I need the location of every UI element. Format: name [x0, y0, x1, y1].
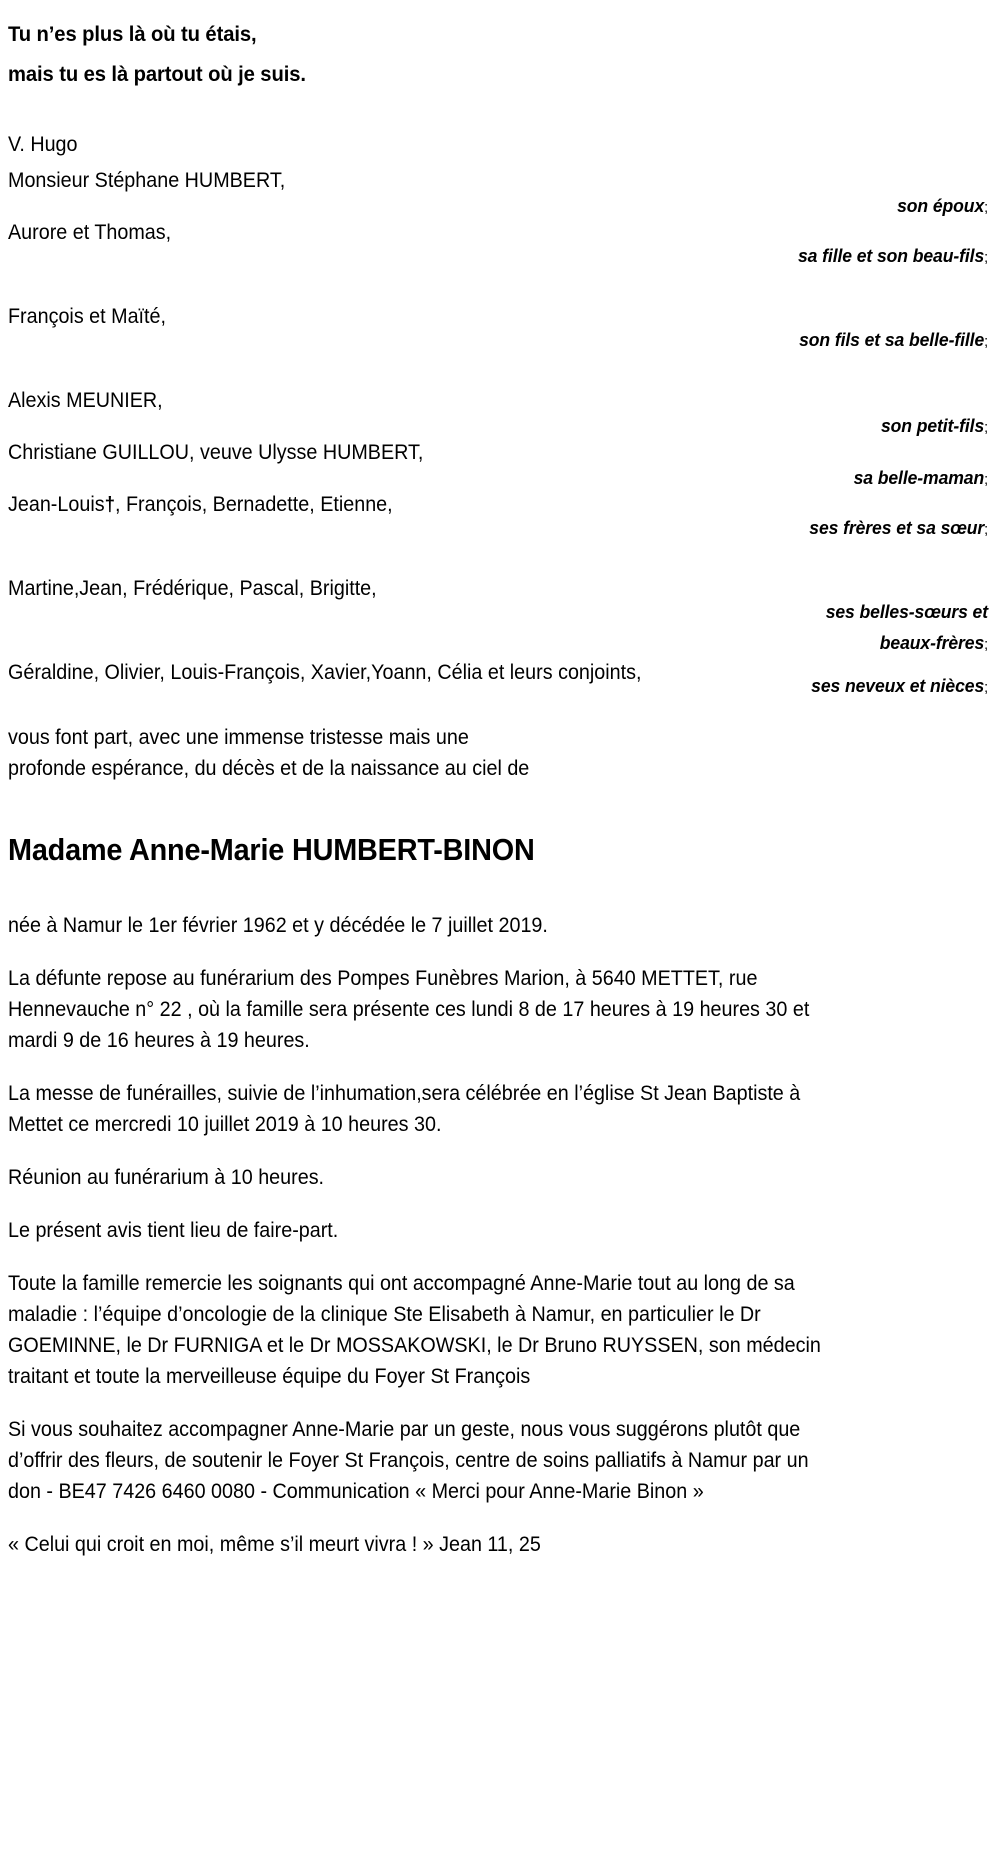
relation-text: ses belles-sœurs et beaux-frères — [825, 601, 988, 653]
family-member-names: Alexis MEUNIER, — [8, 389, 163, 412]
relation-text: sa belle-maman — [853, 467, 985, 488]
relation-separator: ; — [984, 199, 988, 216]
announcement-intro-line-2: profonde espérance, du décès et de la naissance au ciel de — [8, 757, 530, 780]
family-member-names: Aurore et Thomas, — [8, 221, 172, 244]
member-name-part: Jean-Louis — [8, 493, 105, 516]
relation-text: son petit-fils — [880, 415, 985, 436]
relation-separator: ; — [984, 636, 988, 653]
family-member-names: François et Maïté, — [8, 305, 166, 328]
relation-separator: ; — [984, 679, 988, 696]
family-relation — [775, 670, 988, 703]
epitaph-line-2: mais tu es là partout où je suis. — [8, 62, 306, 86]
reunion-details: Réunion au funérarium à 10 heures. — [8, 1166, 325, 1189]
relation-separator: ; — [984, 471, 988, 488]
family-relation — [775, 512, 988, 545]
epitaph-quote — [8, 14, 931, 94]
family-member-names: Christiane GUILLOU, veuve Ulysse HUMBERT, — [8, 441, 424, 464]
relation-text: ses frères et sa sœur — [809, 517, 985, 538]
thanks-to-caregivers: Toute la famille remercie les soignants qui ont accompagné Anne-Marie tout au long de sa maladie : l’équipe d’oncologie de la clinique Ste Elisabeth à Namur, en particulier le Dr GOEMINNE, le Dr FURNIGA et le Dr MOSSAKOWSKI, le Dr Bruno RUYSSEN, son médecin traitant et toute la merveilleuse équipe du Foyer St François — [8, 1272, 821, 1388]
family-member-names: Géraldine, Olivier, Louis-François, Xavier,Yoann, Célia et leurs conjoints, — [8, 661, 642, 684]
announcement-intro — [8, 722, 931, 784]
deceased-name-heading: Madame Anne-Marie HUMBERT-BINON — [8, 832, 535, 867]
family-row — [8, 386, 990, 436]
member-name-part: , François, Bernadette, Etienne, — [115, 493, 393, 516]
family-row — [8, 438, 990, 488]
family-list — [8, 166, 990, 714]
faire-part-notice: Le présent avis tient lieu de faire-part. — [8, 1219, 339, 1242]
relation-text: ses neveux et nièces — [811, 675, 985, 696]
funeral-mass-details: La messe de funérailles, suivie de l’inhumation,sera célébrée en l’église St Jean Baptiste à Mettet ce mercredi 10 juillet 2019 à 10 heures 30. — [8, 1082, 801, 1136]
family-row — [8, 166, 990, 216]
family-relation — [775, 324, 988, 357]
relation-text: son époux — [897, 195, 985, 216]
relation-text: sa fille et son beau-fils — [798, 245, 985, 266]
relation-separator: ; — [984, 249, 988, 266]
family-row — [8, 302, 990, 364]
relation-separator: ; — [984, 419, 988, 436]
family-row — [8, 574, 990, 653]
deceased-dagger-icon: † — [104, 494, 116, 516]
donation-request: Si vous souhaitez accompagner Anne-Marie par un geste, nous vous suggérons plutôt que d’offrir des fleurs, de soutenir le Foyer St François, centre de soins palliatifs à Namur par un don - BE47 7426 6460 0080 - Communication « Merci pour Anne-Marie Binon » — [8, 1418, 809, 1503]
epitaph-author: V. Hugo — [8, 133, 78, 156]
funerarium-details: La défunte repose au funérarium des Pompes Funèbres Marion, à 5640 METTET, rue Hennevauche n° 22 , où la famille sera présente ces lundi 8 de 17 heures à 19 heures 30 et mardi 9 de 16 heures à 19 heures. — [8, 967, 810, 1052]
family-row — [8, 658, 990, 714]
family-member-names — [8, 490, 610, 520]
relation-separator: ; — [984, 521, 988, 538]
relation-text: son fils et sa belle-fille — [799, 329, 985, 350]
announcement-intro-line-1: vous font part, avec une immense tristesse mais une — [8, 726, 469, 749]
family-member-names: Monsieur Stéphane HUMBERT, — [8, 169, 286, 192]
family-member-names: Martine,Jean, Frédérique, Pascal, Brigitte, — [8, 577, 377, 600]
family-row — [8, 490, 990, 552]
family-relation — [775, 596, 988, 660]
family-relation — [775, 240, 988, 273]
birth-death-dates: née à Namur le 1er février 1962 et y décédée le 7 juillet 2019. — [8, 914, 548, 937]
epitaph-line-1: Tu n’es plus là où tu étais, — [8, 22, 257, 46]
family-row — [8, 218, 990, 280]
scripture-quote: « Celui qui croit en moi, même s’il meurt vivra ! » Jean 11, 25 — [8, 1533, 541, 1556]
relation-separator: ; — [984, 333, 988, 350]
